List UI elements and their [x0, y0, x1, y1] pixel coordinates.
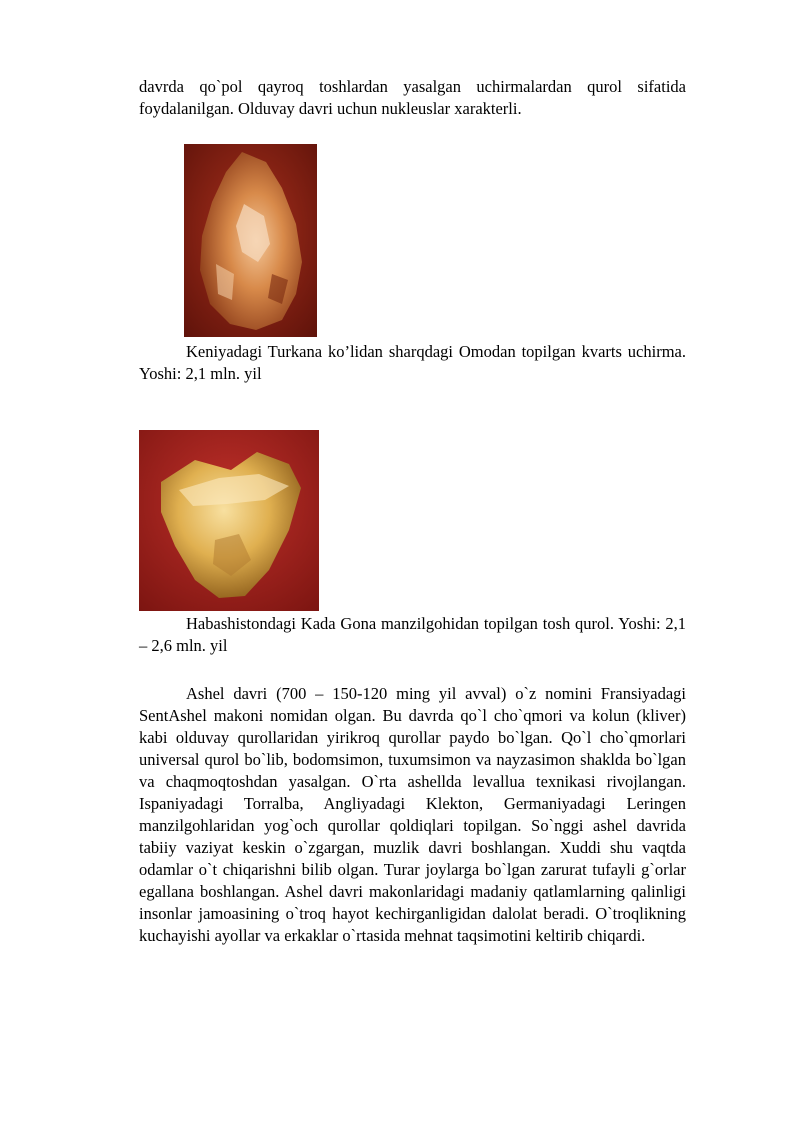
stone-tool-photo [139, 430, 319, 611]
ashel-period-paragraph: Ashel davri (700 – 150-120 ming yil avval) o`z nomini Fransiyadagi SentAshel makoni nomidan olgan. Bu davrda qo`l cho`qmori va kolun (kliver) kabi olduvay qurollaridan yirikroq qurollar paydo bo`lgan. Qo`l cho`qmorlari universal qurol bo`lib, bodomsimon, tuxumsimon va nayzasimon shaklda bo`lgan va chaqmoqtoshdan yasalgan. O`rta ashellda levallua texnikasi rivojlangan. Ispaniyadagi Torralba, Angliyadagi Klekton, Germaniyadagi Leringen manzilgohlaridan yog`och qurollar qoldiqlari topilgan. So`nggi ashel davrida tabiiy vaziyat keskin o`zgargan, muzlik davri boshlangan. Xuddi shu vaqtda odamlar o`t chiqarishni bilib olgan. Turar joylarga bo`lgan zarurat tufayli g`orlar egallana boshlangan. Ashel davri makonlaridagi madaniy qatlamlarning qalinligi insonlar jamoasining o`troq hayot kechirganligidan dalolat beradi. O`troqlikning kuchayishi ayollar va erkaklar o`rtasida mehnat taqsimotini keltirib chiqardi. [139, 684, 686, 945]
quartz-flake-photo [184, 144, 317, 337]
figure-2-caption: Habashistondagi Kada Gona manzilgohidan topilgan tosh qurol. Yoshi: 2,1 – 2,6 mln. yil [139, 614, 686, 655]
figure-1-caption: Keniyadagi Turkana ko’lidan sharqdagi Omodan topilgan kvarts uchirma. Yoshi: 2,1 mln. yil [139, 342, 686, 383]
intro-paragraph: davrda qo`pol qayroq toshlardan yasalgan uchirmalardan qurol sifatida foydalanilgan. Olduvay davri uchun nukleuslar xarakterli. [139, 77, 686, 118]
